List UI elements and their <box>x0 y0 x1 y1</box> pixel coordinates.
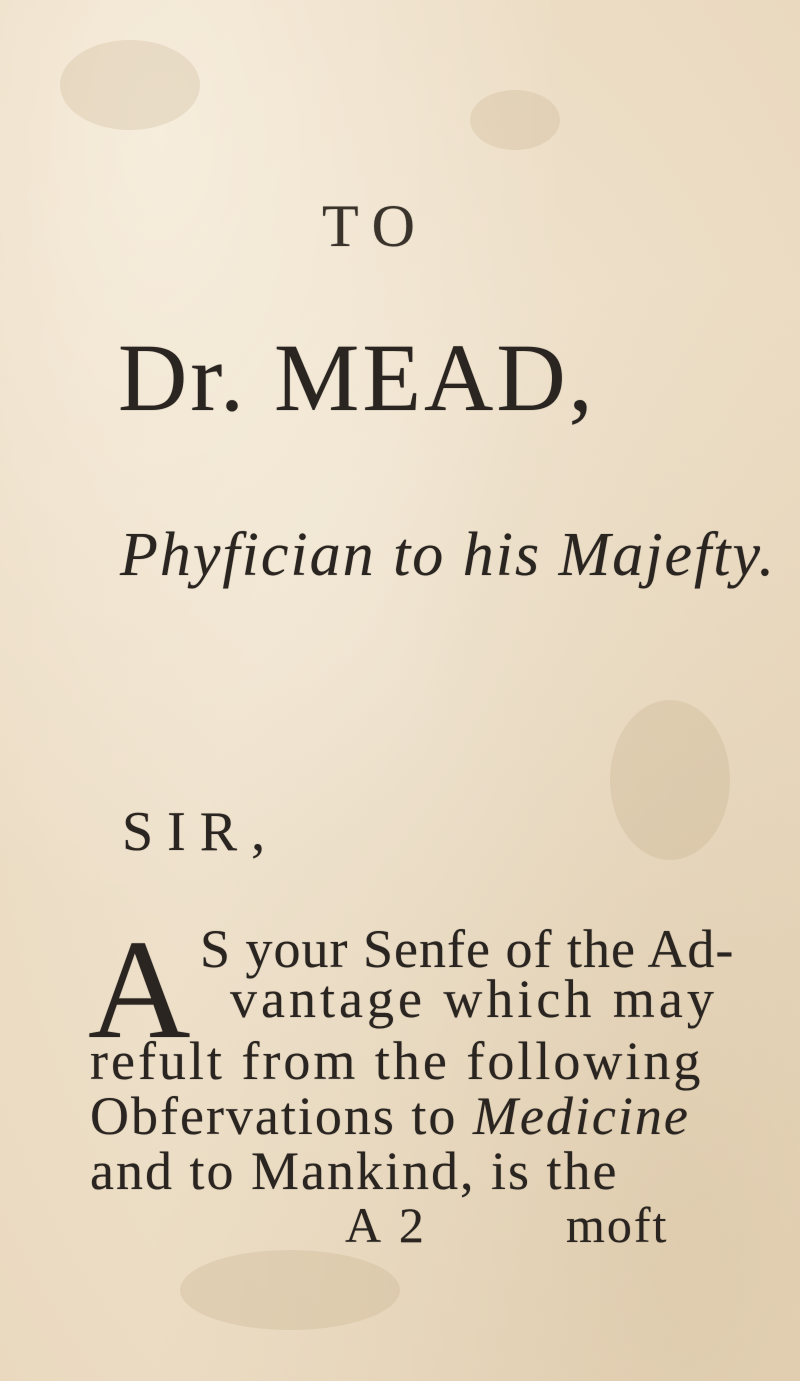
dedicatee-title: Phyfician to his Majefty. <box>120 521 777 589</box>
paper-stain <box>180 1250 400 1330</box>
text-line-4-roman: Obfervations to <box>90 1086 473 1146</box>
drop-cap: A <box>88 910 191 1068</box>
dedicatee-name: Dr. MEAD, <box>118 324 596 431</box>
text-line-5: and to Mankind, is the <box>90 1141 619 1201</box>
paper-stain <box>60 40 200 130</box>
text-line-3: refult from the following <box>90 1031 704 1091</box>
text-line-4 <box>90 1085 690 1147</box>
dedication-to: TO <box>322 193 429 259</box>
text-line-1: S your Senfe of the Ad- <box>200 919 735 979</box>
text-line-2: vantage which may <box>230 969 718 1029</box>
catchword: moft <box>566 1197 669 1253</box>
salutation: SIR, <box>122 801 280 863</box>
paper-stain <box>610 700 730 860</box>
paper-stain <box>470 90 560 150</box>
signature-mark: A 2 <box>345 1197 428 1253</box>
text-line-4-italic: Medicine <box>472 1086 690 1146</box>
